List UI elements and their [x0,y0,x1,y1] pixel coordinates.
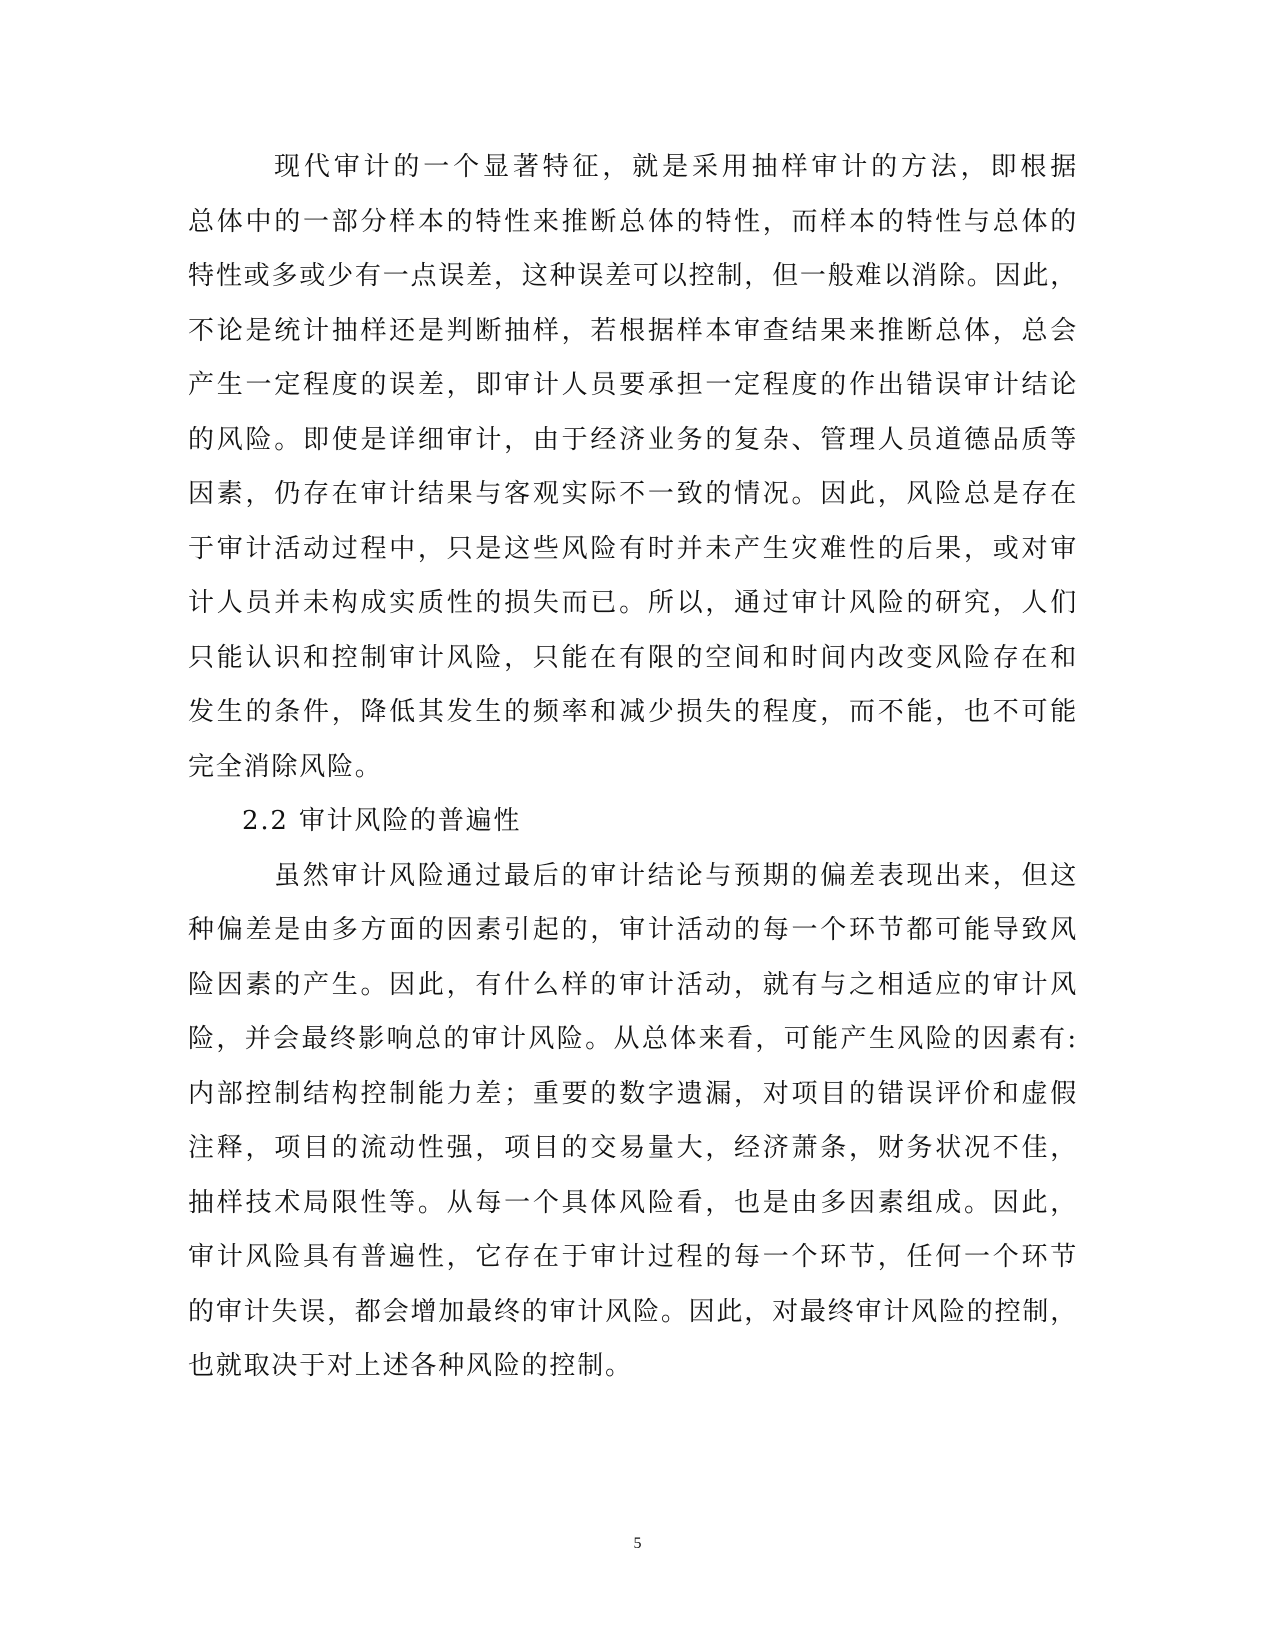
text-line: 现代审计的一个显著特征，就是采用抽样审计的方法，即根据 [274,152,1078,182]
text-line: 也就取决于对上述各种风险的控制。 [188,1351,633,1381]
text-line: 于审计活动过程中，只是这些风险有时并未产生灾难性的后果，或对审 [188,533,1078,564]
text-line: 发生的条件，降低其发生的频率和减少损失的程度，而不能，也不可能 [188,697,1078,727]
text-line: 特性或多或少有一点误差，这种误差可以控制，但一般难以消除。因此， [188,261,1078,291]
text-line: 只能认识和控制审计风险，只能在有限的空间和时间内改变风险存在和 [188,642,1078,673]
text-line: 的审计失误，都会增加最终的审计风险。因此，对最终审计风险的控制， [188,1296,1078,1327]
page-number: 5 [633,1535,642,1552]
paragraph-2 [188,849,1078,1394]
text-line: 审计风险具有普遍性，它存在于审计过程的每一个环节，任何一个环节 [188,1242,1078,1272]
text-line: 种偏差是由多方面的因素引起的，审计活动的每一个环节都可能导致风 [188,915,1078,945]
section-heading: 2.2 审计风险的普遍性 [242,806,522,836]
text-line: 计人员并未构成实质性的损失而已。所以，通过审计风险的研究，人们 [188,588,1078,618]
text-line: 因素，仍存在审计结果与客观实际不一致的情况。因此，风险总是存在 [188,479,1078,509]
text-line: 不论是统计抽样还是判断抽样，若根据样本审查结果来推断总体，总会 [188,315,1078,346]
text-line: 险，并会最终影响总的审计风险。从总体来看，可能产生风险的因素有: [188,1024,1078,1054]
text-line: 虽然审计风险通过最后的审计结论与预期的偏差表现出来，但这 [274,860,1078,891]
body-text [188,140,1078,1394]
text-line: 总体中的一部分样本的特性来推断总体的特性，而样本的特性与总体的 [188,206,1078,237]
text-line: 抽样技术局限性等。从每一个具体风险看，也是由多因素组成。因此， [188,1187,1078,1218]
paragraph-1 [188,140,1078,794]
text-line: 产生一定程度的误差，即审计人员要承担一定程度的作出错误审计结论 [188,370,1078,400]
text-line: 的风险。即使是详细审计，由于经济业务的复杂、管理人员道德品质等 [188,424,1078,455]
text-line: 险因素的产生。因此，有什么样的审计活动，就有与之相适应的审计风 [188,969,1078,1000]
text-line: 内部控制结构控制能力差；重要的数字遗漏，对项目的错误评价和虚假 [188,1078,1078,1109]
text-line: 注释，项目的流动性强，项目的交易量大，经济萧条，财务状况不佳， [188,1133,1078,1163]
text-line: 完全消除风险。 [188,751,383,782]
